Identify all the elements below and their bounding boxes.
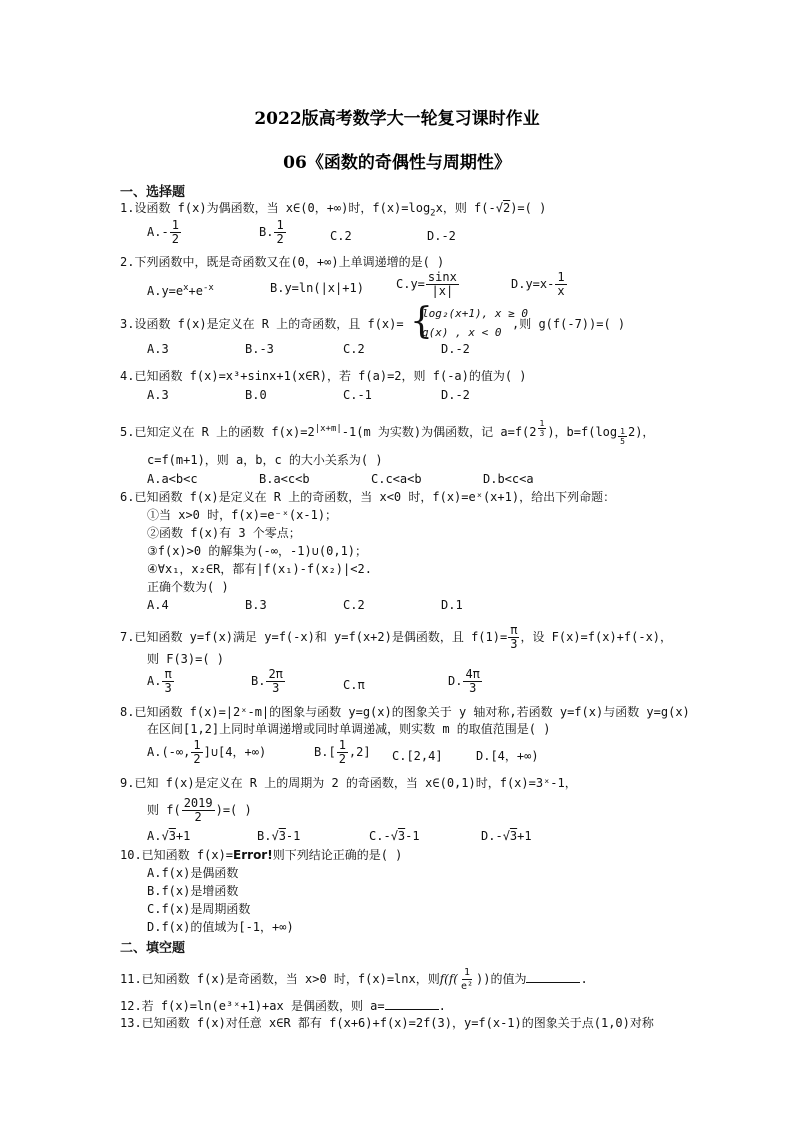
question-12: 12.若 f(x)=ln(e³ˣ+1)+ax 是偶函数，则 a= . <box>120 999 446 1013</box>
option-b: B. $\frac{2\pi}{3}$ <box>251 667 283 695</box>
question-6-statement-3: ③f(x)>0 的解集为(-∞，-1)∪(0,1)； <box>147 544 368 558</box>
question-6-statement-1: ①当 x>0 时，f(x)=e⁻ˣ(x-1)； <box>147 508 338 522</box>
option-a: A.a<b<c <box>147 472 198 486</box>
section-heading-fill: 二、填空题 <box>120 941 186 956</box>
question-4-options <box>147 387 747 405</box>
option-d: D.1 <box>441 598 463 612</box>
option-d: D.b<c<a <box>483 472 534 486</box>
option-a: A.4 <box>147 598 169 612</box>
question-2-options <box>147 271 747 305</box>
option-a: A.- $\frac{1}{2}$ <box>147 218 179 246</box>
question-10: 10.已知函数 f(x)=Error!则下列结论正确的是( ) <box>120 848 403 862</box>
option-d: D.-2 <box>441 388 470 402</box>
question-2: 2.下列函数中，既是奇函数又在(0，+∞)上单调递增的是( ) <box>120 255 445 269</box>
answer-blank <box>526 970 580 983</box>
question-9-line-2: 则 f( $\frac{2019}{2}$ )=( ) <box>147 796 252 824</box>
question-10-option-a: A.f(x)是偶函数 <box>147 866 239 880</box>
option-a: A.√3+1 <box>147 829 191 843</box>
option-d: D.-√3+1 <box>481 829 532 843</box>
question-6-options <box>147 597 747 615</box>
question-1: 1.设函数 f(x)为偶函数，当 x∈(0，+∞)时，$f(x)=\log_2x$，则 f(-√2)=( ) <box>120 201 547 219</box>
option-c: C.2 <box>343 342 365 356</box>
option-a: A.3 <box>147 342 169 356</box>
option-b: B.y=ln(|x|+1) <box>270 281 364 295</box>
question-7-line-2: 则 F(3)=( ) <box>147 652 225 666</box>
option-c: C.[2,4] <box>392 749 443 763</box>
page-subtitle: 06《函数的奇偶性与周期性》 <box>283 153 511 173</box>
option-c: C.2 <box>343 598 365 612</box>
question-5: 5.已知定义在 R 上的函数 $f(x)=2^{|x+m|}-1(m$ 为实数)为偶函数，记 a=f(2 $^{\frac{1}{3}}$ )，b=f(log $_{\frac{1}{5}}$ 2)， <box>120 419 655 447</box>
question-11: 11.已知函数 f(x)是奇函数，当 x>0 时，f(x)=lnx，则f(f( $\frac{1}{\text{e²}}$ ))的值为 . <box>120 967 588 992</box>
question-7: 7.已知函数 y=f(x)满足 y=f(-x)和 y=f(x+2)是偶函数，且 f(1)= $\frac{\pi}{3}$ ，设 F(x)=f(x)+f(-x)， <box>120 623 673 651</box>
option-d: D.-2 <box>441 342 470 356</box>
question-8: 8.已知函数 f(x)=|2ˣ-m|的图象与函数 y=g(x)的图象关于 y 轴对称,若函数 y=f(x)与函数 y=g(x) <box>120 705 690 719</box>
option-b: B.-3 <box>245 342 274 356</box>
option-b: B.0 <box>245 388 267 402</box>
option-c: C.π <box>343 678 365 692</box>
question-1-options <box>147 219 747 253</box>
question-6: 6.已知函数 f(x)是定义在 R 上的奇函数，当 x<0 时，f(x)=eˣ(x+1)，给出下列命题： <box>120 490 616 504</box>
question-5-line-2: c=f(m+1)，则 a，b，c 的大小关系为( ) <box>147 453 383 467</box>
option-b: B.3 <box>245 598 267 612</box>
option-c: C.-1 <box>343 388 372 402</box>
question-13: 13.已知函数 f(x)对任意 x∈R 都有 f(x+6)+f(x)=2f(3)，y=f(x-1)的图象关于点(1,0)对称 <box>120 1016 654 1030</box>
option-d: D.-2 <box>427 229 456 243</box>
question-10-option-b: B.f(x)是增函数 <box>147 884 239 898</box>
option-c: C.-√3-1 <box>369 829 420 843</box>
option-d: D.y=x- $\frac{1}{x}$ <box>511 270 565 298</box>
option-b: B.√3-1 <box>257 829 301 843</box>
question-3-tail: ,则 g(f(-7))=( ) <box>512 317 626 331</box>
question-8-options <box>147 739 747 773</box>
question-10-option-c: C.f(x)是周期函数 <box>147 902 251 916</box>
page-title: 2022版高考数学大一轮复习课时作业 <box>254 109 540 129</box>
option-b: B.[ $\frac{1}{2}$ ,2] <box>314 738 371 766</box>
question-6-prompt: 正确个数为( ) <box>147 580 229 594</box>
question-3: 3.设函数 f(x)是定义在 R 上的奇函数，且 f(x)= <box>120 317 404 331</box>
question-5-options <box>147 471 747 489</box>
option-d: D. $\frac{4\pi}{3}$ <box>448 667 480 695</box>
question-3-options <box>147 341 747 359</box>
piecewise-case-1: log₂(x+1), x ≥ 0 <box>422 307 528 320</box>
option-c: C.c<a<b <box>371 472 422 486</box>
option-a: A. $\frac{\pi}{3}$ <box>147 667 172 695</box>
option-a: $A.y=e^x+e^{-x}$ <box>147 283 214 298</box>
piecewise-brace: { <box>410 301 433 342</box>
option-a: A.3 <box>147 388 169 402</box>
question-9: 9.已知 f(x)是定义在 R 上的周期为 2 的奇函数，当 x∈(0,1)时，f(x)=3ˣ-1， <box>120 776 577 790</box>
question-7-options <box>147 668 747 702</box>
section-heading-choice: 一、选择题 <box>120 185 186 200</box>
option-a: A.(-∞, $\frac{1}{2}$ ]∪[4，+∞) <box>147 738 267 766</box>
question-6-statement-2: ②函数 f(x)有 3 个零点； <box>147 526 301 540</box>
question-10-option-d: D.f(x)的值域为[-1，+∞) <box>147 920 294 934</box>
option-c: C.y= $\frac{\sin x}{|x|}$ <box>396 270 457 298</box>
answer-blank <box>385 997 439 1010</box>
option-b: B.a<c<b <box>259 472 310 486</box>
question-8-line-2: 在区间[1,2]上同时单调递增或同时单调递减，则实数 m 的取值范围是( ) <box>147 722 551 736</box>
option-b: B. $\frac{1}{2}$ <box>259 218 284 246</box>
question-9-options <box>147 828 747 846</box>
piecewise-case-2: g(x) , x < 0 <box>422 326 502 339</box>
option-d: D.[4，+∞) <box>476 749 539 763</box>
question-6-statement-4: ④∀x₁，x₂∈R，都有|f(x₁)-f(x₂)|<2. <box>147 562 372 576</box>
option-c: C.2 <box>330 229 352 243</box>
question-4: 4.已知函数 f(x)=x³+sinx+1(x∈R)，若 f(a)=2，则 f(-a)的值为( ) <box>120 369 527 383</box>
